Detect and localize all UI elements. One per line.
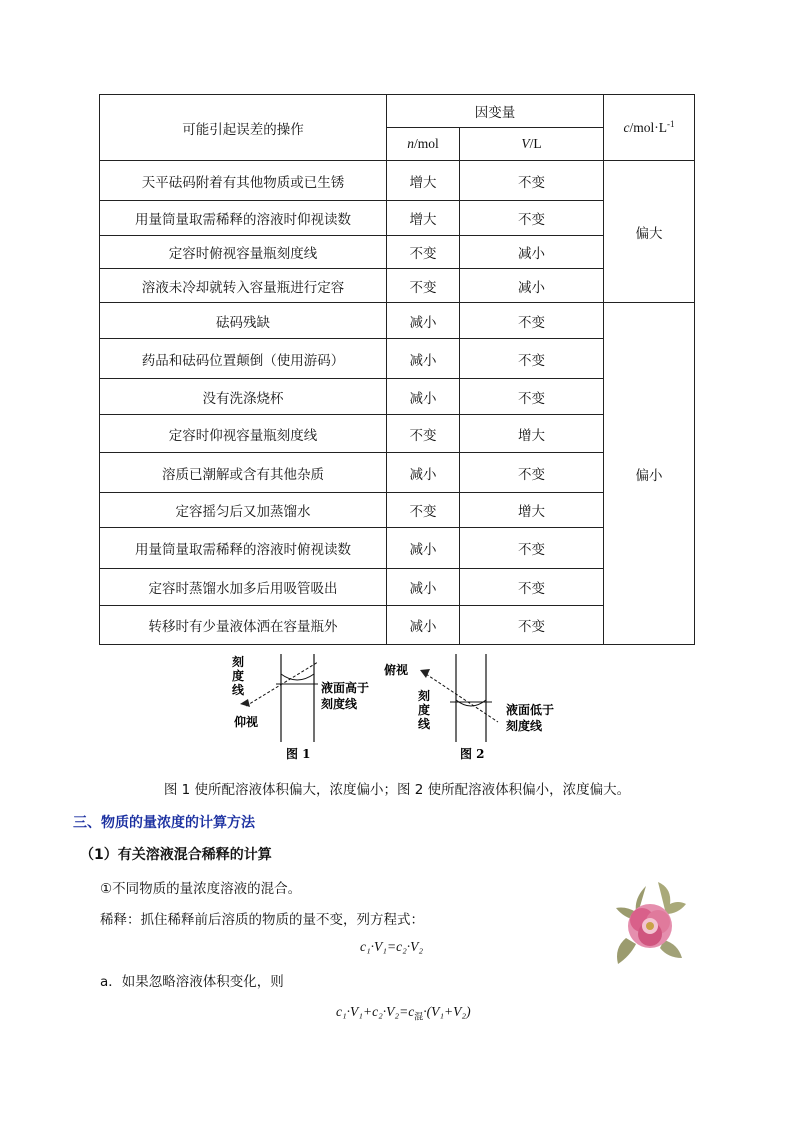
row-n-change: 减小 [387, 339, 460, 379]
formula-dilution: c₁·V₁=c₂·V₂ [360, 939, 424, 954]
table-header-row [100, 95, 695, 128]
row-operation: 用量筒量取需稀释的溶液时仰视读数 [100, 201, 387, 236]
paragraph-dilution: 稀释：抓住稀释前后溶质的物质的量不变，列方程式： [100, 912, 424, 928]
meniscus [456, 700, 486, 706]
row-v-change: 不变 [460, 339, 604, 379]
row-n-change: 减小 [387, 453, 460, 493]
sight-line [426, 674, 498, 722]
fig2-liquid-label-1: 液面低于 [506, 703, 555, 717]
row-v-change: 不变 [460, 606, 604, 645]
header-n-symbol: n [407, 136, 414, 151]
row-operation: 转移时有少量液体洒在容量瓶外 [100, 606, 387, 645]
header-v [460, 128, 604, 161]
fig1-liquid-label-2: 刻度线 [321, 697, 358, 711]
row-v-change: 增大 [460, 415, 604, 453]
formula-mixing-left: c₁·V₁+c₂·V₂=c [336, 1004, 415, 1019]
row-n-change: 增大 [387, 201, 460, 236]
header-v-unit: /L [529, 136, 542, 151]
group-result-low: 偏小 [604, 303, 695, 645]
row-v-change: 减小 [460, 236, 604, 269]
fig1-caption: 图 1 [286, 747, 311, 761]
flower-illustration [606, 878, 690, 970]
row-operation: 定容时仰视容量瓶刻度线 [100, 415, 387, 453]
fig1-scale-label-2: 度 [232, 669, 245, 683]
fig2-scale-label-3: 线 [418, 717, 431, 731]
header-operation: 可能引起误差的操作 [100, 95, 387, 161]
row-v-change: 减小 [460, 269, 604, 303]
header-dependent-variable: 因变量 [387, 95, 604, 128]
row-n-change: 不变 [387, 415, 460, 453]
row-operation: 砝码残缺 [100, 303, 387, 339]
fig2-scale-label-1: 刻 [418, 689, 431, 703]
row-operation: 没有洗涤烧杯 [100, 379, 387, 415]
header-c-exponent: -1 [667, 119, 675, 129]
row-n-change: 减小 [387, 606, 460, 645]
fig1-view-label: 仰视 [234, 715, 259, 729]
fig1-liquid-label-1: 液面高于 [321, 681, 370, 695]
row-operation: 定容时蒸馏水加多后用吸管吸出 [100, 569, 387, 606]
section-title: 三、物质的量浓度的计算方法 [73, 815, 255, 831]
row-v-change: 不变 [460, 379, 604, 415]
header-c-unit: /mol·L [629, 120, 667, 135]
fig2-caption: 图 2 [460, 747, 485, 761]
fig1-scale-label-3: 线 [232, 683, 245, 697]
row-v-change: 不变 [460, 453, 604, 493]
row-n-change: 不变 [387, 236, 460, 269]
fig2-scale-label-2: 度 [418, 703, 431, 717]
row-n-change: 不变 [387, 269, 460, 303]
row-v-change: 不变 [460, 569, 604, 606]
paragraph-ignore-volume: a．如果忽略溶液体积变化，则 [100, 974, 284, 990]
row-v-change: 增大 [460, 493, 604, 528]
table-row [100, 161, 695, 201]
fig2-liquid-label-2: 刻度线 [506, 719, 543, 733]
formula-mixing-right: ·(V₁+V₂) [423, 1004, 471, 1019]
fig1-scale-label-1: 刻 [232, 655, 245, 669]
row-operation: 定容时俯视容量瓶刻度线 [100, 236, 387, 269]
header-concentration [604, 95, 695, 161]
row-operation: 溶液未冷却就转入容量瓶进行定容 [100, 269, 387, 303]
header-c-symbol: c [623, 120, 630, 135]
sub-title: （1）有关溶液混合稀释的计算 [80, 847, 272, 863]
figure-caption: 图 1 使所配溶液体积偏大，浓度偏小；图 2 使所配溶液体积偏小，浓度偏大。 [163, 782, 631, 798]
row-v-change: 不变 [460, 528, 604, 569]
row-v-change: 不变 [460, 303, 604, 339]
row-n-change: 增大 [387, 161, 460, 201]
row-v-change: 不变 [460, 161, 604, 201]
row-operation: 定容摇匀后又加蒸馏水 [100, 493, 387, 528]
row-operation: 药品和砝码位置颠倒（使用游码） [100, 339, 387, 379]
eye-icon [420, 669, 430, 678]
row-operation: 溶质已潮解或含有其他杂质 [100, 453, 387, 493]
header-n [387, 128, 460, 161]
figure-2-diagram [382, 652, 572, 764]
table-row [100, 303, 695, 339]
row-n-change: 减小 [387, 303, 460, 339]
row-n-change: 不变 [387, 493, 460, 528]
error-analysis-table [99, 94, 695, 645]
row-n-change: 减小 [387, 528, 460, 569]
row-operation: 天平砝码附着有其他物质或已生锈 [100, 161, 387, 201]
header-n-unit: /mol [413, 136, 439, 151]
figure-1-diagram [228, 652, 378, 764]
fig2-view-label: 俯视 [384, 663, 409, 677]
header-v-symbol: V [521, 136, 530, 151]
formula-mixing [336, 1004, 471, 1023]
eye-icon [240, 699, 250, 707]
row-n-change: 减小 [387, 569, 460, 606]
row-v-change: 不变 [460, 201, 604, 236]
paragraph-mixing: ①不同物质的量浓度溶液的混合。 [100, 881, 302, 897]
row-n-change: 减小 [387, 379, 460, 415]
row-operation: 用量筒量取需稀释的溶液时俯视读数 [100, 528, 387, 569]
group-result-high: 偏大 [604, 161, 695, 303]
formula-mixing-sub: 混 [414, 1012, 424, 1023]
